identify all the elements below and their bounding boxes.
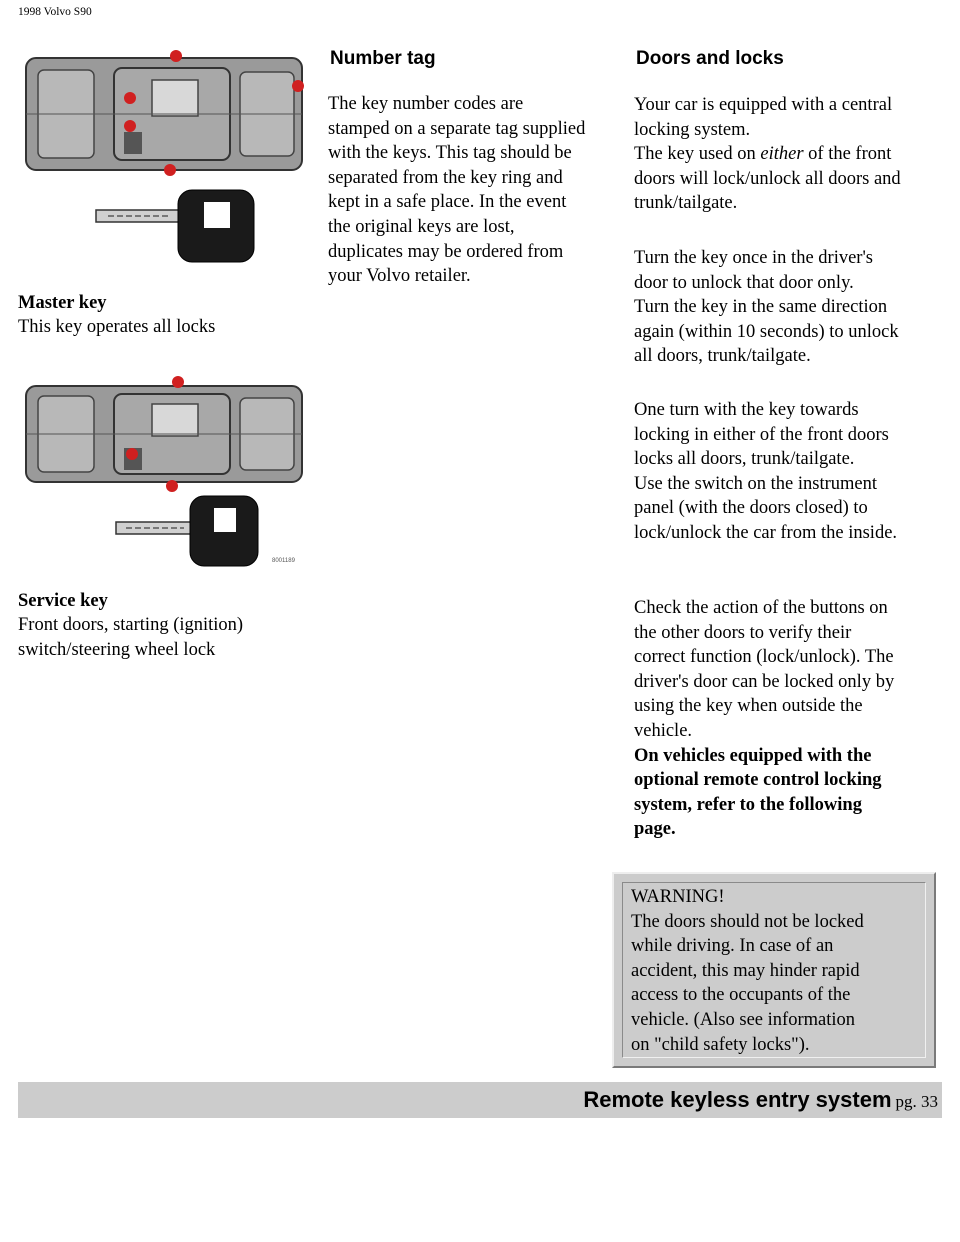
doors-locks-paragraph-2: Turn the key once in the driver's door to unlock that door only. Turn the key in the same direction again (within 10 seconds) to unlock all doors, trunk/tailgate. <box>634 248 899 367</box>
master-key-illustration <box>18 46 314 268</box>
service-key-label: Service key <box>18 591 108 611</box>
footer-page-number: pg. 33 <box>895 1092 938 1111</box>
footer-navigation-bar <box>18 1082 942 1118</box>
image-code: 8001189 <box>272 558 295 564</box>
car-top-view-icon <box>26 50 304 176</box>
warning-box-inner <box>622 882 926 1058</box>
document-title: 1998 Volvo S90 <box>18 6 92 18</box>
number-tag-text: The key number codes are stamped on a separate tag supplied with the keys. This tag should be separated from the key ring and kept in a safe place. In the event the original keys are lost, duplicates may be ordered from your Volvo retailer. <box>328 94 586 287</box>
master-key-description: This key operates all locks <box>18 317 216 337</box>
warning-text: WARNING! The doors should not be locked while driving. In case of an accident, this may hinder rapid access to the occupants of the vehicle. (Also see information on "child safety locks"). <box>631 887 864 1055</box>
master-key-label: Master key <box>18 293 107 313</box>
service-key-illustration <box>18 372 314 572</box>
car-top-view-icon <box>26 376 302 492</box>
service-key-icon <box>116 496 258 566</box>
warning-box <box>612 872 936 1068</box>
remote-keyless-entry-link[interactable]: Remote keyless entry system <box>583 1087 892 1112</box>
doors-locks-paragraph-4: Check the action of the buttons on the other doors to verify their correct function (lock/unlock). The driver's door can be locked only by using the key when outside the vehicle. On vehicles equipped with the optional remote control locking system, refer to the following page. <box>634 598 895 840</box>
service-key-description: Front doors, starting (ignition) switch/steering wheel lock <box>18 615 244 660</box>
doors-locks-paragraph-3: One turn with the key towards locking in either of the front doors locks all doors, trunk/tailgate. Use the switch on the instrument panel (with the doors closed) to lock/unlock the car from the inside. <box>634 400 898 543</box>
doors-locks-heading: Doors and locks <box>636 48 784 69</box>
master-key-icon <box>96 190 254 262</box>
doors-locks-paragraph-1: Your car is equipped with a central locking system. The key used on either of the front doors will lock/unlock all doors and trunk/tailgate. <box>634 95 901 214</box>
number-tag-heading: Number tag <box>330 48 436 69</box>
